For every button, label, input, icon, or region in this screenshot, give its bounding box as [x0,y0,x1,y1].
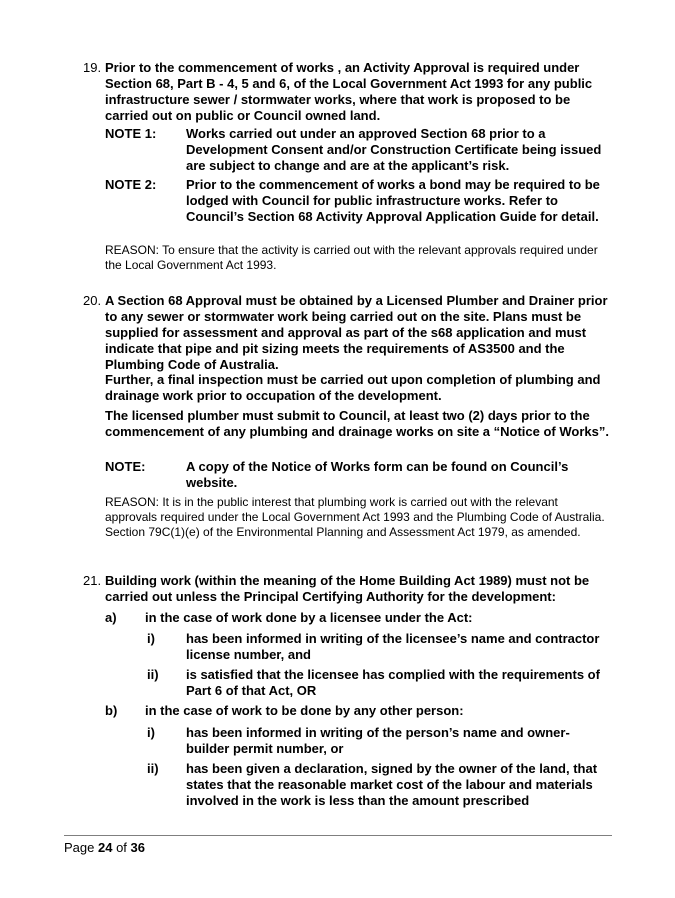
condition-number: 21. [83,573,102,588]
note-text: Works carried out under an approved Section 68 prior to a Development Consent and/or Construction Certificate being issued are subject to change and are at the applicant’s risk. [186,126,602,173]
subitem-label: a) [105,610,117,625]
subitem-label: b) [105,703,118,718]
page-of: of [112,840,131,855]
note-text: Prior to the commencement of works a bond may be required to be lodged with Council for public infrastructure works. Refer to Council’s Section 68 Activity Approval Application Guide for detail. [186,177,600,224]
subsubitem-text: has been informed in writing of the person’s name and owner-builder permit number, or [186,725,570,756]
page-footer [64,840,145,856]
note-text: A copy of the Notice of Works form can be found on Council’s website. [186,459,569,490]
subitem-text: in the case of work to be done by any other person: [145,703,464,718]
note-label: NOTE 2: [105,177,157,192]
subsubitem-text: has been given a declaration, signed by the owner of the land, that states that the reasonable market cost of the labour and materials involved in the work is less than the amount prescribed [186,761,598,808]
subsubitem-text: has been informed in writing of the licensee’s name and contractor license number, and [186,631,600,662]
subitem-text: in the case of work done by a licensee under the Act: [145,610,473,625]
condition-paragraph: A Section 68 Approval must be obtained by a Licensed Plumber and Drainer prior to any sewer or stormwater work being carried out on the site. Plans must be supplied for assessment and approval as part of the s68 application and must indicate that pipe and pit sizing meets the requirements of AS3500 and the Plumbing Code of Australia. [105,293,608,372]
condition-text: Prior to the commencement of works , an Activity Approval is required under Section 68, Part B - 4, 5 and 6, of the Local Government Act 1993 for any public infrastructure sewer / stormwater works, where that work is proposed to be carried out on public or Council owned land. [105,60,593,123]
subsubitem-label: ii) [147,761,159,776]
condition-number: 19. [83,60,102,75]
note-label: NOTE 1: [105,126,157,141]
condition-text: Building work (within the meaning of the Home Building Act 1989) must not be carried out unless the Principal Certifying Authority for the development: [105,573,590,604]
footer-divider [64,835,612,836]
note-label: NOTE: [105,459,146,474]
subsubitem-label: i) [147,631,155,646]
page-prefix: Page [64,840,98,855]
subsubitem-text: is satisfied that the licensee has complied with the requirements of Part 6 of that Act, OR [186,667,600,698]
reason-text: REASON: To ensure that the activity is carried out with the relevant approvals required under the Local Government Act 1993. [105,243,598,272]
subsubitem-label: i) [147,725,155,740]
subsubitem-label: ii) [147,667,159,682]
condition-paragraph: The licensed plumber must submit to Council, at least two (2) days prior to the commencement of any plumbing and drainage works on site a “Notice of Works”. [105,408,609,439]
condition-paragraph: Further, a final inspection must be carried out upon completion of plumbing and drainage work prior to occupation of the development. [105,372,601,403]
condition-number: 20. [83,293,102,308]
total-page-count: 36 [130,840,145,855]
current-page-number: 24 [97,840,113,855]
reason-text: REASON: It is in the public interest that plumbing work is carried out with the relevant approvals required under the Local Government Act 1993 and the Plumbing Code of Australia. Section 79C(1)(e) of the Environmental Planning and Assessment Act 1979, as amended. [105,495,605,539]
